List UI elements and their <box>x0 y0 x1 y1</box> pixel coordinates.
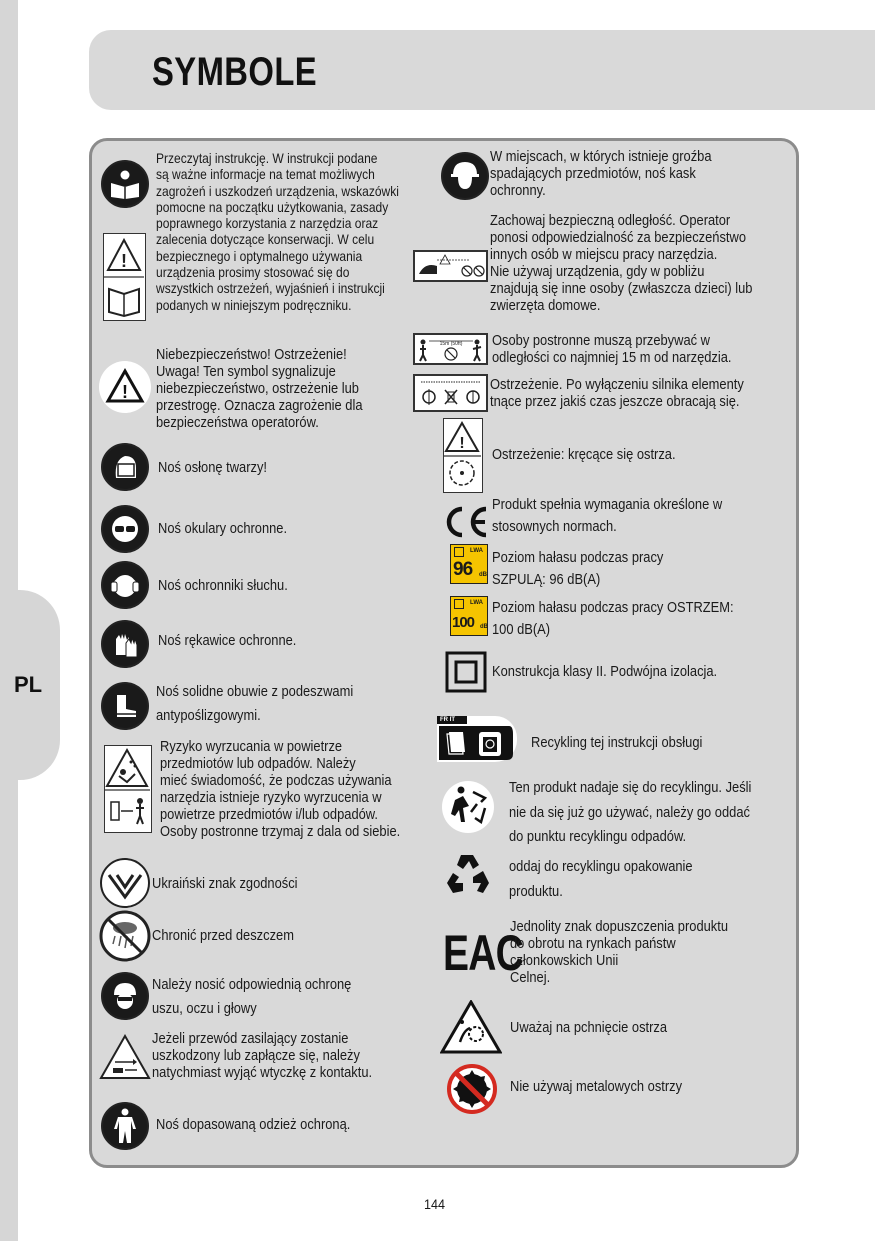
thrown-objects-icon <box>104 745 152 833</box>
recycle-packaging-text: oddaj do recyklingu opakowanie produktu. <box>509 858 693 900</box>
eac-mark-text: Jednolity znak dopuszczenia produktu do obrotu na rynkach państw członkowskich Unii Celnej. <box>510 918 729 986</box>
ukraine-mark-text: Ukraiński znak zgodności <box>152 875 298 892</box>
safety-boots-icon <box>101 682 149 730</box>
noise-badge-label: LWA <box>470 600 483 606</box>
rain-text: Chronić przed deszczem <box>152 927 294 944</box>
protective-clothing-text: Noś dopasowaną odzież ochroną. <box>156 1116 351 1133</box>
helmet-icon <box>441 152 489 200</box>
noise-badge-unit: dB <box>479 572 487 578</box>
head-protection-icon <box>101 972 149 1020</box>
safe-distance-text: Zachowaj bezpieczną odległość. Operator ponosi odpowiedzialność za bezpieczeństwo innych osób w miejscu pracy narzędzia. Nie używaj urządzenia, gdy w pobliżu znajdują się inne osoby (zwłaszcza dzieci) lub zwierzęta domowe. <box>490 212 753 314</box>
gloves-text: Noś rękawice ochronne. <box>158 632 297 649</box>
noise-badge-unit: dB <box>480 624 488 630</box>
noise-level-96-icon <box>450 544 488 584</box>
boots-text: Noś solidne obuwie z podeszwami antypoślizgowymi. <box>156 683 354 724</box>
double-insulation-icon <box>445 651 487 698</box>
ear-protection-icon <box>101 561 149 609</box>
class-two-text: Konstrukcja klasy II. Podwójna izolacja. <box>492 663 718 680</box>
ce-mark-icon <box>440 505 490 544</box>
danger-warning-text: Niebezpieczeństwo! Ostrzeżenie! Uwaga! Ten symbol sygnalizuje niebezpieczeństwo, ostrzeżenie lub przestrogę. Oznacza zagrożenie dla bezpieczeństwa operatorów. <box>156 346 363 431</box>
bystanders-text: Osoby postronne muszą przebywać w odległości co najmniej 15 m od narzędzia. <box>492 332 732 366</box>
noise-badge-value: 96 <box>453 559 473 580</box>
language-label: PL <box>14 672 43 697</box>
rotating-blade-icon <box>443 418 483 493</box>
recycle-product-icon <box>441 778 495 841</box>
no-metal-blades-text: Nie używaj metalowych ostrzy <box>510 1078 683 1095</box>
svg-text:!: ! <box>122 382 128 402</box>
ear-protection-text: Noś ochronniki słuchu. <box>158 577 288 594</box>
safety-glasses-text: Noś okulary ochronne. <box>158 520 288 537</box>
page-title: SYMBOLE <box>152 50 318 94</box>
distance-label: 15m (50ft) <box>439 341 463 347</box>
recycle-manual-text: Recykling tej instrukcji obsługi <box>531 734 703 751</box>
coasting-blade-text: Ostrzeżenie. Po wyłączeniu silnika elementy tnące przez jakiś czas jeszcze obracają się. <box>490 376 744 410</box>
warning-manual-icon <box>103 233 146 321</box>
face-shield-icon <box>101 443 149 491</box>
bystanders-distance-icon <box>413 333 488 365</box>
warning-triangle-icon <box>98 360 152 419</box>
blade-thrust-text: Uważaj na pchnięcie ostrza <box>510 1019 668 1036</box>
noise-spool-text: Poziom hałasu podczas pracy SZPULĄ: 96 dB(A) <box>492 549 664 588</box>
thrown-objects-text: Ryzyko wyrzucania w powietrze przedmiotów lub odpadów. Należy mieć świadomość, że podczas używania narzędzia istnieje ryzyko wyrzucenia w powietrze przedmiotów i/lub odpadów. Osoby postronne trzymaj z dala od siebie. <box>160 738 401 840</box>
no-rain-icon <box>99 910 151 967</box>
noise-level-100-icon <box>450 596 488 636</box>
face-shield-text: Noś osłonę twarzy! <box>158 459 267 476</box>
ce-mark-text: Produkt spełnia wymagania określone w stosownych normach. <box>492 496 723 535</box>
noise-badge-label: LWA <box>470 548 483 554</box>
rotating-blades-text: Ostrzeżenie: kręcące się ostrza. <box>492 446 676 463</box>
no-metal-blade-icon <box>447 1064 497 1119</box>
protective-suit-icon <box>101 1102 149 1150</box>
read-instructions-text: Przeczytaj instrukcję. W instrukcji podane są ważne informacje na temat możliwych zagrożeń i uszkodzeń urządzenia, wskazówki pomocne na początku użytkowania, zasady poprawnego korzystania z narzędzia oraz zalecenia dotyczące konserwacji. W celu bezpiecznego i optymalnego używania urządzenia prosimy stosować się do wszystkich ostrzeżeń, wyjaśnień i instrukcji podanych w niniejszym podręczniku. <box>156 150 399 313</box>
coasting-blade-icon <box>413 374 488 412</box>
safety-glasses-icon <box>101 505 149 553</box>
page-number: 144 <box>424 1196 446 1212</box>
read-manual-icon <box>101 160 149 208</box>
svg-text:!: ! <box>121 251 127 271</box>
svg-text:!: ! <box>459 435 465 452</box>
eac-mark-icon: EAC <box>443 925 524 981</box>
helmet-text: W miejscach, w których istnieje groźba spadających przedmiotów, noś kask ochronny. <box>490 148 712 199</box>
safe-distance-icon <box>413 250 488 282</box>
noise-blade-text: Poziom hałasu podczas pracy OSTRZEM: 100 dB(A) <box>492 599 734 638</box>
ear-eye-head-text: Należy nosić odpowiednią ochronę uszu, oczu i głowy <box>152 976 352 1017</box>
recycle-manual-icon <box>437 716 517 762</box>
recycle-arrows-icon <box>443 851 493 902</box>
blade-thrust-icon <box>440 1000 502 1059</box>
power-cord-text: Jeżeli przewód zasilający zostanie uszkodzony lub zapłącze się, należy natychmiast wyjąć wtyczkę z kontaktu. <box>152 1030 373 1081</box>
gloves-icon <box>101 620 149 668</box>
recycle-manual-languages: FR IT <box>437 716 467 724</box>
ukraine-conformity-icon <box>99 857 151 914</box>
recycle-product-text: Ten produkt nadaje się do recyklingu. Jeśli nie da się już go używać, należy go oddać do punktu recyklingu odpadów. <box>509 779 752 845</box>
noise-badge-value: 100 <box>452 614 475 631</box>
unplug-icon <box>99 1034 151 1085</box>
